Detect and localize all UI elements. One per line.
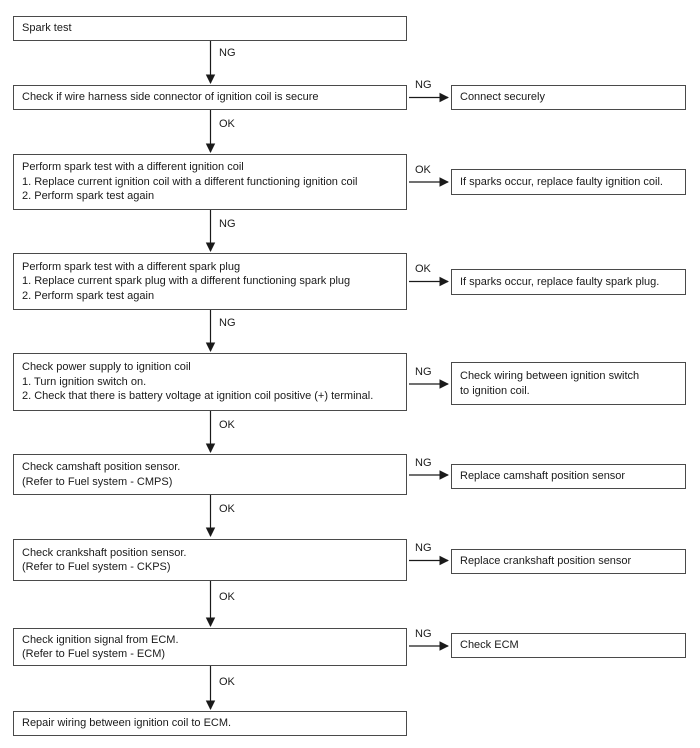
box-repair-wiring-coil-to-ecm <box>13 711 407 736</box>
flow-result-label: OK <box>219 591 235 603</box>
step-text-line: Perform spark test with a different spark plug <box>22 260 241 273</box>
branch-result-label: OK <box>415 164 431 176</box>
branch-result-label: NG <box>415 366 432 378</box>
box-check-power-supply <box>13 353 407 411</box>
step-text-line: Check crankshaft position sensor. <box>22 546 187 559</box>
step-text-line: Check wiring between ignition switch <box>460 370 640 382</box>
step-text-line: (Refer to Fuel system - ECM) <box>22 648 166 660</box>
step-text-line: If sparks occur, replace faulty ignition coil. <box>460 175 663 188</box>
box-connect-securely <box>451 85 686 110</box>
box-check-crankshaft-position-sensor <box>13 539 407 581</box>
step-text-line: Check if wire harness side connector of ignition coil is secure <box>22 91 319 104</box>
box-check-camshaft-position-sensor <box>13 454 407 495</box>
step-text-line: Check ignition signal from ECM. <box>22 633 179 646</box>
step-text-line: (Refer to Fuel system - CKPS) <box>22 561 171 573</box>
flow-result-label: NG <box>219 317 236 329</box>
step-text-line: Check camshaft position sensor. <box>22 461 181 473</box>
step-text-line: Spark test <box>22 22 72 35</box>
branch-result-label: NG <box>415 79 432 91</box>
step-text-line: Check ECM <box>460 639 519 652</box>
box-spark-test-different-spark-plug <box>13 253 407 310</box>
step-text-line: 1. Turn ignition switch on. <box>22 375 147 388</box>
flow-result-label: OK <box>219 419 235 431</box>
step-text-line: 2. Check that there is battery voltage at ignition coil positive (+) terminal. <box>22 390 374 403</box>
box-replace-faulty-ignition-coil <box>451 169 686 195</box>
box-check-wiring-ignition-switch <box>451 362 686 405</box>
step-text-line: Replace crankshaft position sensor <box>460 555 632 568</box>
step-text-line: to ignition coil. <box>460 384 530 397</box>
branch-result-label: NG <box>415 457 432 469</box>
step-text-line: Repair wiring between ignition coil to ECM. <box>22 717 232 730</box>
box-check-harness-connector <box>13 85 407 110</box>
flow-result-label: OK <box>219 503 235 515</box>
step-text-line: 2. Perform spark test again <box>22 289 155 302</box>
box-check-ecm <box>451 633 686 658</box>
step-text-line: 1. Replace current spark plug with a different functioning spark plug <box>22 275 351 288</box>
step-text-line: 2. Perform spark test again <box>22 190 155 203</box>
box-check-ignition-signal-ecm <box>13 628 407 666</box>
branch-result-label: OK <box>415 263 431 275</box>
box-replace-camshaft-position-sensor <box>451 464 686 489</box>
flow-result-label: NG <box>219 218 236 230</box>
step-text-line: If sparks occur, replace faulty spark plug. <box>460 275 660 288</box>
flow-result-label: OK <box>219 118 235 130</box>
step-text-line: Replace camshaft position sensor <box>460 470 626 483</box>
branch-result-label: NG <box>415 542 432 554</box>
box-replace-crankshaft-position-sensor <box>451 549 686 574</box>
flow-result-label: OK <box>219 676 235 688</box>
step-text-line: Connect securely <box>460 91 545 104</box>
step-text-line: 1. Replace current ignition coil with a different functioning ignition coil <box>22 175 358 188</box>
step-text-line: Perform spark test with a different ignition coil <box>22 161 244 174</box>
box-replace-faulty-spark-plug <box>451 269 686 295</box>
step-text-line: (Refer to Fuel system - CMPS) <box>22 475 173 488</box>
box-spark-test <box>13 16 407 41</box>
branch-result-label: NG <box>415 628 432 640</box>
flow-result-label: NG <box>219 47 236 59</box>
box-spark-test-different-ignition-coil <box>13 154 407 210</box>
step-text-line: Check power supply to ignition coil <box>22 361 191 374</box>
